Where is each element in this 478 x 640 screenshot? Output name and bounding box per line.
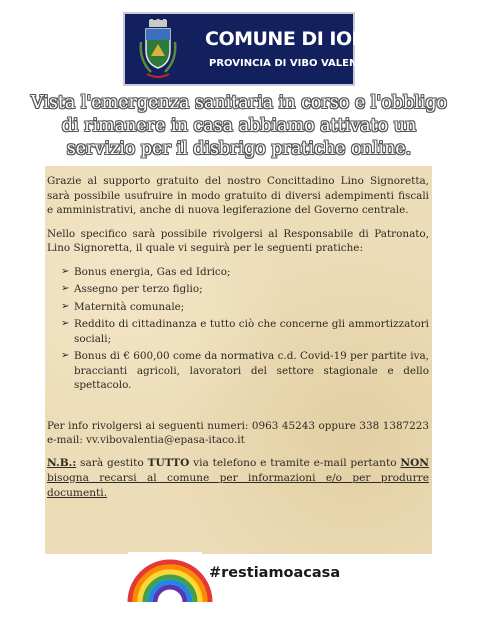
banner-subtitle: PROVINCIA DI VIBO VALENTIA (209, 58, 376, 69)
note-label: N.B.: (47, 456, 77, 469)
list-item-text: Bonus energia, Gas ed Idrico; (74, 265, 231, 278)
note-text-3: bisogna recarsi al comune per informazioni e/o per produrre documenti. (47, 471, 429, 499)
note-emphasis: TUTTO (147, 456, 190, 469)
list-item (61, 349, 429, 393)
notice-paper (45, 166, 432, 554)
list-item-text: Assegno per terzo figlio; (74, 283, 203, 295)
headline-line-2: di rimanere in casa abbiamo attivato un (61, 116, 417, 136)
headline (18, 92, 460, 161)
list-item-text: Maternità comunale; (74, 300, 185, 313)
list-item (61, 300, 429, 315)
hashtag-label: #restiamoacasa (209, 565, 341, 581)
list-item (61, 317, 429, 346)
arrow-bullet-icon: ➢ (61, 283, 70, 294)
banner-title: COMUNE DI IONADI (205, 28, 404, 50)
headline-line-1: Vista l'emergenza sanitaria in corso e l'obbligo (30, 93, 448, 113)
list-item (61, 282, 429, 297)
contact-info: Per info rivolgersi ai seguenti numeri: 0963 45243 oppure 338 1387223 e-mail: vv.vibovalentia@epasa-itaco.it (47, 419, 429, 446)
arrow-bullet-icon: ➢ (61, 265, 70, 277)
note-non: NON (400, 456, 429, 469)
patronato-paragraph: Nello specifico sarà possibile rivolgersi al Responsabile di Patronato, Lino Signoretta, il quale vi seguirà per le seguenti pratiche: (47, 227, 429, 254)
coat-of-arms-icon (137, 20, 179, 82)
arrow-bullet-icon: ➢ (61, 300, 70, 312)
list-item-text: Bonus di € 600,00 come da normativa c.d. Covid-19 per partite iva, braccianti agricoli, lavoratori del settore stagionale e dello spettacolo. (74, 350, 429, 391)
arrow-bullet-icon: ➢ (61, 318, 70, 329)
list-item (61, 265, 429, 280)
intro-paragraph: Grazie al supporto gratuito del nostro Concittadino Lino Signoretta, sarà possibile usufruire in modo gratuito di diversi adempimenti fiscali e amministrativi, anche di nuova legiferazione del Governo centrale. (47, 175, 429, 216)
arrow-bullet-icon: ➢ (61, 350, 70, 361)
note-text-2: via telefono e tramite e-mail pertanto (189, 456, 401, 469)
rainbow-icon (128, 552, 202, 602)
note-text-1: sarà gestito (76, 456, 148, 469)
note-paragraph (47, 456, 429, 501)
headline-line-3: servizio per il disbrigo pratiche online. (66, 139, 412, 159)
municipality-banner (123, 12, 404, 86)
services-list (47, 265, 429, 393)
list-item-text: Reddito di cittadinanza e tutto ciò che concerne gli ammortizzatori sociali; (74, 318, 429, 345)
